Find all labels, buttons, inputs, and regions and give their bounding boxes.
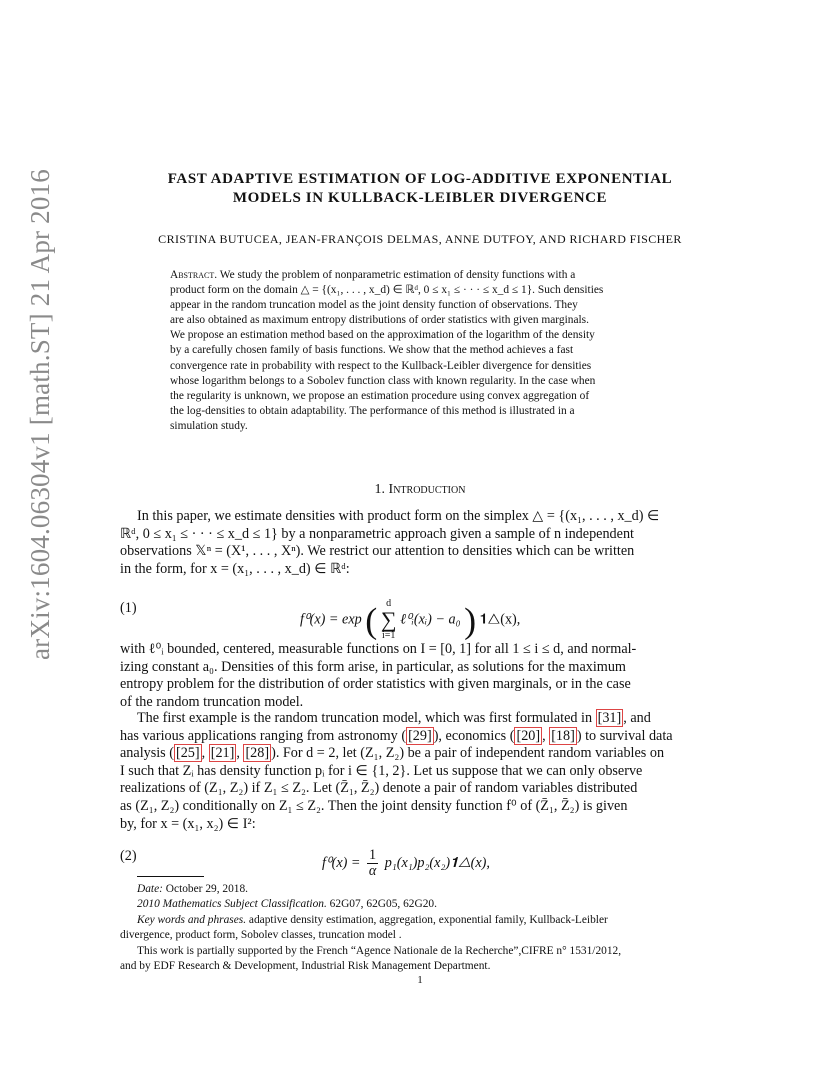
abstract-line: the regularity is unknown, we propose an estimation procedure using convex aggregation of: [170, 389, 590, 402]
equation-number: (2): [120, 848, 137, 864]
text-span: , and: [623, 710, 651, 726]
abstract-line: whose logarithm belongs to a Sobolev function class with known regularity. In the case when: [170, 374, 596, 387]
section-number: 1.: [374, 482, 386, 497]
section-heading: [120, 482, 720, 498]
footnote-label: Date:: [137, 883, 163, 895]
equation-lhs: f⁰(x) = exp: [300, 611, 362, 628]
footnote-support: This work is partially supported by the French “Agence Nationale de la Recherche”,CIFRE n° 1531/2012,: [137, 944, 622, 957]
text-span: ,: [201, 745, 209, 762]
footnote-date: [120, 882, 720, 897]
citation-link[interactable]: [25]: [175, 745, 200, 762]
abstract-line: appear in the random truncation model as the joint density function of observations. They: [170, 299, 578, 312]
paragraph-line: of the random truncation model.: [120, 693, 304, 710]
abstract: [170, 268, 670, 434]
paragraph-truncation-example: [120, 710, 720, 833]
abstract-line: the log-densities to obtain adaptability. The performance of this method is illustrated in a: [170, 404, 575, 417]
text-span: ). For d = 2, let (Z₁, Z₂) be a pair of independent random variables on: [271, 745, 665, 762]
arxiv-identifier: arXiv:1604.06304v1 [math.ST] 21 Apr 2016: [25, 169, 55, 660]
sum-symbol: ∑: [380, 607, 397, 632]
title-line-1: FAST ADAPTIVE ESTIMATION OF LOG-ADDITIVE EXPONENTIAL: [167, 171, 673, 187]
equation-lhs: f⁰(x) =: [322, 854, 361, 871]
page-number: 1: [417, 974, 423, 986]
paragraph-line: [120, 745, 720, 763]
paragraph-line: by, for x = (x₁, x₂) ∈ I²:: [120, 815, 256, 832]
citation-link[interactable]: [28]: [245, 745, 270, 762]
abstract-line: are also obtained as maximum entropy distributions of order statistics with given marginals.: [170, 314, 589, 327]
abstract-line: by a carefully chosen family of basis functions. We show that the method achieves a fast: [170, 344, 574, 357]
abstract-line: convergence rate in probability with respect to the Kullback-Leibler divergence for densities: [170, 359, 592, 372]
citation-link[interactable]: [21]: [210, 745, 235, 762]
equation-rhs: p₁(x₁)p₂(x₂)𝟏△(x),: [384, 854, 490, 871]
paragraph-line: with ℓ⁰ᵢ bounded, centered, measurable functions on I = [0, 1] for all 1 ≤ i ≤ d, and normal-: [120, 641, 637, 657]
paragraph-line: as (Z₁, Z₂) conditionally on Z₁ ≤ Z₂. Then the joint density function f⁰ of (Z̄₁, Z̄₂) is given: [120, 797, 628, 814]
footnote-value: adaptive density estimation, aggregation, exponential family, Kullback-Leibler: [246, 913, 608, 926]
equation-inner: ℓ⁰ᵢ(xᵢ) − a₀: [400, 611, 461, 628]
text-span: analysis (: [120, 745, 174, 762]
paragraph-line: I such that Zᵢ has density function pᵢ for i ∈ {1, 2}. Let us suppose that we can only observe: [120, 762, 643, 779]
paragraph-line: realizations of (Z₁, Z₂) if Z₁ ≤ Z₂. Let (Z̄₁, Z̄₂) denote a pair of random variables distributed: [120, 780, 638, 797]
footnote-label: Key words and phrases.: [137, 913, 247, 926]
paragraph-line: observations 𝕏ⁿ = (X¹, . . . , Xⁿ). We restrict our attention to densities which can be written: [120, 543, 635, 560]
footnote-msc: [120, 897, 720, 912]
citation-link[interactable]: [31]: [597, 710, 622, 726]
paragraph-intro: [120, 508, 720, 578]
footnote-keywords-cont: divergence, product form, Sobolev classes, truncation model .: [120, 929, 402, 942]
abstract-line: product form on the domain △ = {(x₁, . . . , x_d) ∈ ℝᵈ, 0 ≤ x₁ ≤ · · · ≤ x_d ≤ 1}. Such densities: [170, 284, 604, 297]
equation-expression: f⁰(x) = exp ( d ∑ i=1 ℓ⁰ᵢ(xᵢ) − a₀ ) 𝟏△(x),: [300, 598, 521, 641]
footnotes: [120, 882, 720, 974]
footnote-keywords: [120, 913, 720, 928]
paragraph-line: [120, 710, 720, 728]
citation-link[interactable]: [29]: [408, 727, 432, 744]
equation-expression: [322, 848, 490, 879]
text-span: has various applications ranging from astronomy (: [120, 727, 407, 744]
fraction-denominator: α: [368, 863, 377, 879]
fraction: [367, 848, 378, 879]
footnote-support-cont: and by EDF Research & Development, Industrial Risk Management Department.: [120, 960, 491, 973]
text-span: ,: [236, 745, 244, 762]
paragraph-line: [120, 728, 720, 746]
abstract-line: We propose an estimation method based on the approximation of the logarithm of the density: [170, 329, 595, 342]
text-span: ,: [542, 727, 550, 744]
text-span: ), economics (: [433, 727, 515, 744]
paragraph-line: entropy problem for the distribution of order statistics with given marginals, or in the case: [120, 676, 631, 693]
title-line-2: MODELS IN KULLBACK-LEIBLER DIVERGENCE: [232, 190, 608, 206]
footnote-rule: [137, 876, 204, 877]
citation-link[interactable]: [20]: [516, 727, 541, 744]
abstract-line: We study the problem of nonparametric estimation of density functions with a: [217, 269, 576, 281]
footnote-value: 62G07, 62G05, 62G20.: [326, 898, 437, 911]
paper-title: [120, 170, 720, 208]
footnote-label: 2010 Mathematics Subject Classification.: [137, 898, 327, 911]
fraction-numerator: 1: [369, 847, 377, 863]
paragraph-line: In this paper, we estimate densities with product form on the simplex △ = {(x₁, . . . , x_d) ∈: [137, 508, 660, 524]
sum-lower-limit: i=1: [381, 630, 396, 641]
text-span: The first example is the random truncation model, which was first formulated in: [137, 710, 596, 726]
paragraph-line: izing constant a₀. Densities of this form arise, in particular, as solutions for the maximum: [120, 658, 626, 675]
footnote-value: October 29, 2018.: [162, 883, 249, 895]
text-span: ) to survival data: [576, 727, 673, 744]
paragraph-definition: [120, 641, 720, 711]
abstract-line: simulation study.: [170, 419, 248, 432]
equation-number: (1): [120, 600, 137, 616]
citation-link[interactable]: [18]: [551, 727, 575, 744]
section-title: Introduction: [388, 482, 466, 497]
equation-tail: 𝟏△(x),: [479, 611, 521, 628]
sum-upper-limit: d: [386, 598, 392, 609]
abstract-heading: Abstract.: [170, 269, 218, 281]
paragraph-line: in the form, for x = (x₁, . . . , x_d) ∈ ℝᵈ:: [120, 560, 350, 577]
author-list: CRISTINA BUTUCEA, JEAN-FRANÇOIS DELMAS, ANNE DUTFOY, AND RICHARD FISCHER: [158, 232, 682, 246]
paragraph-line: ℝᵈ, 0 ≤ x₁ ≤ · · · ≤ x_d ≤ 1} by a nonparametric approach given a sample of n independent: [120, 525, 634, 542]
